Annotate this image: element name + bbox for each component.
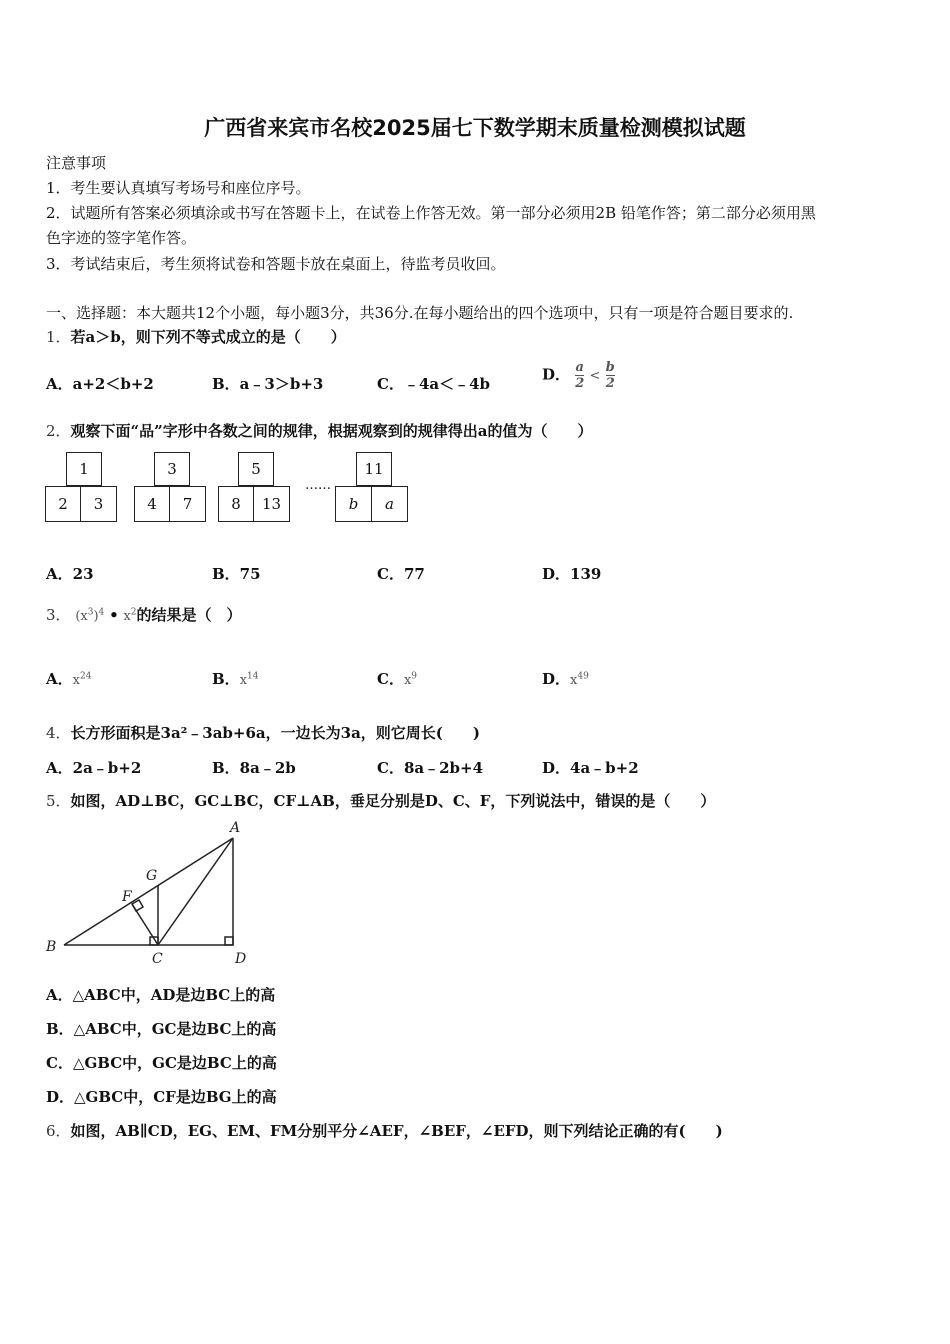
option-label: D．: [542, 670, 571, 688]
page-title: 广西省来宾市名校2025届七下数学期末质量检测模拟试题: [204, 116, 746, 140]
q4-option-b: B．8a﹣2b: [212, 759, 296, 777]
question-3: [46, 604, 242, 625]
pin-left-cell: b: [335, 486, 372, 522]
question-stem: 观察下面“品”字形中各数之间的规律，根据观察到的规律得出a的值为（ ）: [70, 422, 593, 440]
question-5: [46, 790, 715, 811]
ellipsis: ……: [305, 478, 331, 493]
pin-left-cell: 2: [45, 486, 81, 522]
power-expression: [75, 609, 104, 624]
q3-option-c: [377, 668, 417, 689]
option-label: D．: [542, 365, 571, 384]
pin-right-cell: 13: [253, 486, 290, 522]
q5-option-d: D．△GBC中，CF是边BG上的高: [46, 1088, 277, 1106]
pin-top-cell: 3: [154, 452, 190, 486]
base-x: x: [72, 673, 80, 688]
pin-top-cell: 5: [238, 452, 274, 486]
q1-option-c: C．﹣4a＜﹣4b: [377, 375, 491, 393]
less-than-sign: <: [589, 368, 601, 384]
q1-option-a: A．a+2＜b+2: [46, 375, 154, 393]
question-number: 1．: [46, 328, 71, 346]
denominator: 2: [605, 376, 615, 391]
question-stem: 的结果是（ ）: [136, 606, 242, 624]
fraction-b-over-2: [606, 360, 615, 391]
pin-right-cell: a: [371, 486, 408, 522]
question-stem: 如图，AB∥CD，EG、EM、FM分别平分∠AEF，∠BEF，∠EFD，则下列结论正确的有( ): [70, 1122, 723, 1140]
q1-option-d: [542, 360, 615, 391]
outer-exponent: 4: [98, 607, 105, 618]
q5-option-c: C．△GBC中，GC是边BC上的高: [46, 1054, 277, 1072]
power-expression: [123, 609, 136, 624]
expr-base: (x: [75, 609, 88, 624]
label-C: C: [152, 951, 163, 967]
triangle-figure: [40, 815, 270, 970]
pin-right-cell: 7: [169, 486, 206, 522]
inner-exponent: 3: [87, 607, 94, 618]
section-heading: 一、选择题：本大题共12个小题，每小题3分，共36分.在每小题给出的四个选项中，只有一项是符合题目要求的.: [46, 304, 794, 322]
pin-right-cell: 3: [80, 486, 117, 522]
numerator: b: [605, 360, 615, 375]
exponent: 14: [247, 671, 259, 682]
label-D: D: [235, 951, 247, 967]
exponent: 9: [411, 671, 418, 682]
right-angle-D: [225, 937, 233, 945]
question-number: 4．: [46, 724, 71, 742]
base-x: x: [123, 609, 131, 624]
label-G: G: [146, 868, 158, 884]
denominator: 2: [575, 376, 585, 391]
label-A: A: [230, 820, 241, 836]
notice-item-3: 3．考试结束后，考生须将试卷和答题卡放在桌面上，待监考员收回。: [46, 255, 506, 273]
question-1: [46, 326, 346, 347]
q2-option-a: A．23: [46, 565, 94, 583]
question-6: [46, 1120, 723, 1141]
pin-top-cell: 11: [356, 452, 392, 486]
exponent: 49: [577, 671, 589, 682]
question-4: [46, 722, 480, 743]
q5-option-b: B．△ABC中，GC是边BC上的高: [46, 1020, 277, 1038]
base-x: x: [570, 673, 578, 688]
label-F: F: [122, 889, 132, 905]
question-2: [46, 420, 593, 441]
pin-left-cell: 4: [134, 486, 170, 522]
q1-option-b: B．a﹣3＞b+3: [212, 375, 324, 393]
numerator: a: [575, 360, 584, 375]
notice-heading: 注意事项: [46, 154, 107, 172]
q3-option-b: [212, 668, 258, 689]
notice-item-2-cont: 色字迹的签字笔作答。: [46, 229, 197, 247]
segment-AC: [158, 838, 233, 945]
pin-left-cell: 8: [218, 486, 254, 522]
q3-option-d: [542, 668, 589, 689]
question-stem: 若a＞b，则下列不等式成立的是（ ）: [70, 328, 346, 346]
q2-option-c: C．77: [377, 565, 425, 583]
q4-option-d: D．4a﹣b+2: [542, 759, 639, 777]
exponent: 24: [79, 671, 92, 682]
multiply-dot: •: [109, 606, 119, 624]
q2-option-b: B．75: [212, 565, 261, 583]
q2-option-d: D．139: [542, 565, 602, 583]
exponent: 2: [130, 607, 137, 618]
option-label: C．: [377, 670, 404, 688]
expr-close: ): [93, 609, 99, 624]
label-B: B: [46, 939, 57, 955]
q4-option-a: A．2a﹣b+2: [46, 759, 142, 777]
base-x: x: [403, 673, 412, 688]
base-x: x: [239, 673, 248, 688]
q3-option-a: [46, 668, 91, 689]
question-number: 2．: [46, 422, 71, 440]
notice-item-1: 1．考生要认真填写考场号和座位序号。: [46, 179, 311, 197]
notice-item-2: 2．试题所有答案必须填涂或书写在答题卡上，在试卷上作答无效。第一部分必须用2B 铅笔作答；第二部分必须用黑: [46, 204, 816, 222]
question-number: 5．: [46, 792, 71, 810]
option-label: A．: [46, 670, 73, 688]
q4-option-c: C．8a﹣2b+4: [377, 759, 484, 777]
question-number: 6．: [46, 1122, 71, 1140]
option-label: B．: [212, 670, 240, 688]
question-stem: 如图，AD⊥BC，GC⊥BC，CF⊥AB，垂足分别是D、C、F，下列说法中，错误的是（ ）: [70, 792, 716, 810]
pin-top-cell: 1: [66, 452, 102, 486]
q5-option-a: A．△ABC中，AD是边BC上的高: [46, 986, 276, 1004]
fraction-a-over-2: [575, 360, 584, 391]
question-number: 3．: [46, 606, 71, 624]
question-stem: 长方形面积是3a²﹣3ab+6a，一边长为3a，则它周长( ): [70, 724, 480, 742]
